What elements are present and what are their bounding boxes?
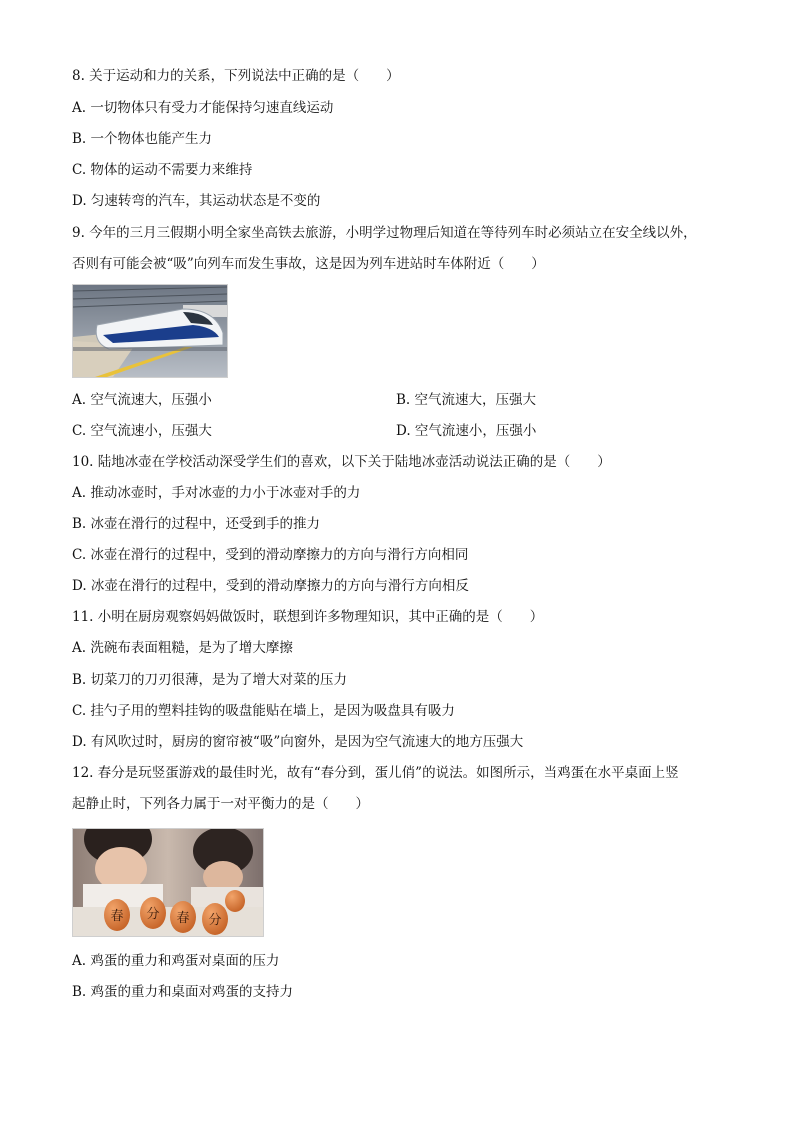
q10-option-d: D. 冰壶在滑行的过程中，受到的滑动摩擦力的方向与滑行方向相反	[72, 578, 469, 594]
q12-stem-line-2: 起静止时，下列各力属于一对平衡力的是（ ）	[72, 796, 369, 812]
q10-option-c: C. 冰壶在滑行的过程中，受到的滑动摩擦力的方向与滑行方向相同	[72, 547, 469, 563]
q11-option-b: B. 切菜刀的刀刃很薄，是为了增大对菜的压力	[72, 672, 348, 688]
q10-stem: 10. 陆地冰壶在学校活动深受学生们的喜欢，以下关于陆地冰壶活动说法正确的是（ ）	[72, 454, 611, 470]
q9-option-d: D. 空气流速小，压强小	[396, 423, 537, 439]
q9-option-a: A. 空气流速大，压强小	[72, 392, 212, 408]
q8-option-c: C. 物体的运动不需要力来维持	[72, 162, 253, 178]
q9-stem-line-2: 否则有可能会被“吸”向列车而发生事故，这是因为列车进站时车体附近（ ）	[72, 256, 545, 272]
standing-eggs-photo-icon	[73, 829, 263, 936]
train-image	[72, 284, 228, 378]
egg-label-1: 春	[110, 909, 124, 924]
q9-option-c: C. 空气流速小，压强大	[72, 423, 212, 439]
q12-stem-line-1: 12. 春分是玩竖蛋游戏的最佳时光，故有“春分到，蛋儿俏”的说法。如图所示，当鸡蛋在水平桌面上竖	[72, 765, 679, 781]
q9-stem-line-1: 9. 今年的三月三假期小明全家坐高铁去旅游，小明学过物理后知道在等待列车时必须站立在安全线以外，	[72, 225, 697, 241]
q8-option-b: B. 一个物体也能产生力	[72, 131, 213, 147]
egg-label-3: 春	[176, 911, 190, 926]
egg-label-4: 分	[208, 913, 222, 928]
q9-option-b: B. 空气流速大，压强大	[396, 392, 537, 408]
eggs-image	[72, 828, 264, 937]
high-speed-train-photo-icon	[73, 285, 227, 377]
q11-option-a: A. 洗碗布表面粗糙，是为了增大摩擦	[72, 640, 293, 656]
q8-option-d: D. 匀速转弯的汽车，其运动状态是不变的	[72, 193, 321, 209]
q11-stem: 11. 小明在厨房观察妈妈做饭时，联想到许多物理知识，其中正确的是（ ）	[72, 609, 544, 625]
q8-stem: 8. 关于运动和力的关系，下列说法中正确的是（ ）	[72, 68, 400, 84]
q10-option-a: A. 推动冰壶时，手对冰壶的力小于冰壶对手的力	[72, 485, 361, 501]
egg-label-2: 分	[146, 907, 160, 922]
q12-option-b: B. 鸡蛋的重力和桌面对鸡蛋的支持力	[72, 984, 294, 1000]
q12-option-a: A. 鸡蛋的重力和鸡蛋对桌面的压力	[72, 953, 280, 969]
q10-option-b: B. 冰壶在滑行的过程中，还受到手的推力	[72, 516, 321, 532]
q11-option-d: D. 有风吹过时，厨房的窗帘被“吸”向窗外，是因为空气流速大的地方压强大	[72, 734, 524, 750]
q8-option-a: A. 一切物体只有受力才能保持匀速直线运动	[72, 100, 334, 116]
q11-option-c: C. 挂勺子用的塑料挂钩的吸盘能贴在墙上，是因为吸盘具有吸力	[72, 703, 455, 719]
